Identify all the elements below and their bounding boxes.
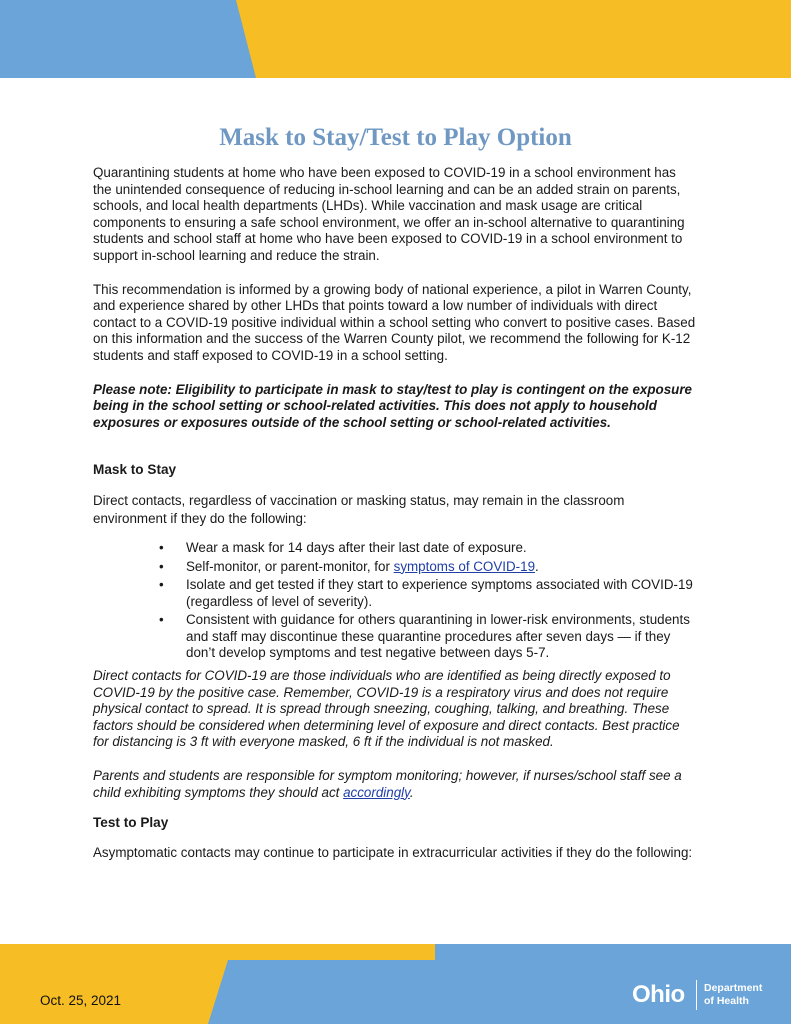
logo-divider [696, 980, 697, 1010]
test-to-play-heading: Test to Play [93, 815, 169, 831]
document-body [93, 122, 698, 861]
list-item [93, 559, 698, 576]
list-item-text: Consistent with guidance for others quarantining in lower-risk environments, students and staff may discontinue these quarantine procedures after seven days — if they don’t develop symptoms and test negative between days 5-7. [186, 612, 690, 661]
list-item-text-end: . [535, 558, 539, 574]
bullet-icon: • [159, 612, 164, 628]
bullet-icon: • [159, 558, 164, 574]
logo-wordmark: Ohio [632, 981, 685, 1008]
accordingly-link[interactable]: accordingly [343, 784, 410, 800]
header-decor-band [0, 0, 791, 78]
list-item-text: Self-monitor, or parent-monitor, for [186, 558, 394, 574]
direct-contacts-paragraph: Direct contacts for COVID-19 are those individuals who are identified as being directly exposed to COVID-19 by the positive case. Remember, COVID-19 is a respiratory virus and does not require physical contact to spread. It is spread through sneezing, coughing, talking, and breathing. These factors should be considered when determining level of exposure and direct contacts. Best practice for distancing is 3 ft with everyone masked, 6 ft if the individual is not masked. [93, 668, 680, 750]
eligibility-note: Please note: Eligibility to participate in mask to stay/test to play is contingent on the exposure being in the school setting or school-related activities. This does not apply to household exposures or exposures outside of the school setting or school-related activities. [93, 381, 692, 430]
intro-paragraph-1: Quarantining students at home who have been exposed to COVID-19 in a school environment has the unintended consequence of reducing in-school learning and can be an added strain on parents, schools, and local health departments (LHDs). While vaccination and mask usage are critical components to ensuring a safe school environment, we offer an in-school alternative to quarantining students and school staff at home who have been exposed to COVID-19 in a school environment to support in-school learning and reduce the strain. [93, 165, 685, 263]
mask-to-stay-list [93, 540, 698, 662]
ohio-department-of-health-logo [632, 978, 772, 1014]
footer-date: Oct. 25, 2021 [40, 993, 122, 1008]
symptoms-link[interactable]: symptoms of COVID-19 [393, 558, 536, 574]
logo-department-text [704, 982, 762, 1008]
list-item-text: Isolate and get tested if they start to experience symptoms associated with COVID-19 (regardless of level of severity). [186, 577, 693, 609]
parents-text: Parents and students are responsible for symptom monitoring; however, if nurses/school staff see a child exhibiting symptoms they should act [93, 768, 682, 800]
list-item [93, 540, 698, 557]
list-item [93, 612, 698, 662]
logo-line-1: Department [704, 982, 763, 994]
intro-paragraph-2: This recommendation is informed by a growing body of national experience, a pilot in Warren County, and experience shared by other LHDs that points toward a low number of individuals with direct contact to a COVID-19 positive individual within a school setting who convert to positive cases. Based on this information and the success of the Warren County pilot, we recommend the following for K-12 students and staff exposed to COVID-19 in a school setting. [93, 281, 696, 363]
list-item-text: Wear a mask for 14 days after their last date of exposure. [186, 539, 527, 555]
logo-line-2: of Health [704, 995, 749, 1007]
parents-text-end: . [409, 784, 414, 800]
page-title: Mask to Stay/Test to Play Option [219, 124, 572, 151]
parents-paragraph [93, 768, 698, 801]
bullet-icon: • [159, 577, 164, 593]
mask-to-stay-intro: Direct contacts, regardless of vaccination or masking status, may remain in the classroom environment if they do the following: [93, 492, 625, 526]
list-item [93, 577, 698, 610]
bullet-icon: • [159, 539, 164, 555]
mask-to-stay-heading: Mask to Stay [93, 462, 177, 478]
test-to-play-intro: Asymptomatic contacts may continue to participate in extracurricular activities if they do the following: [93, 844, 693, 860]
